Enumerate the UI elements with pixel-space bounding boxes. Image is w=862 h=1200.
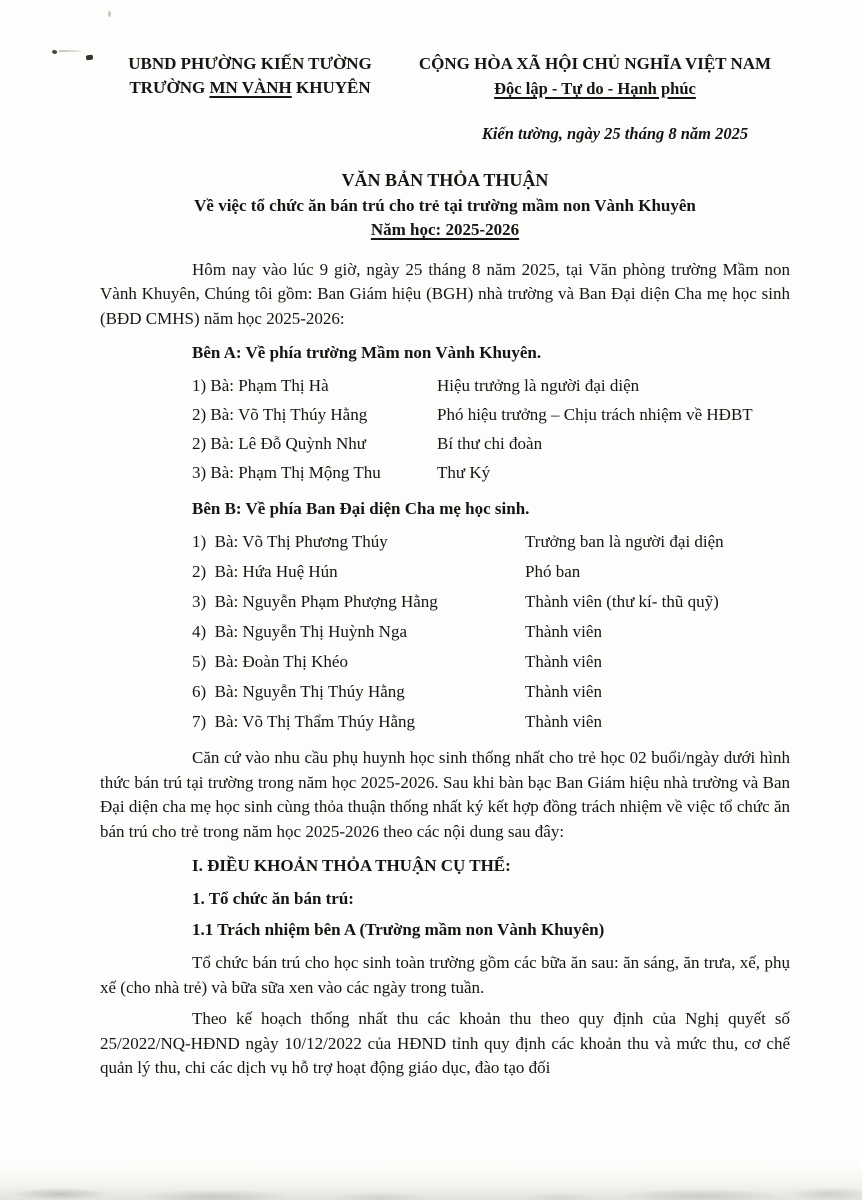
document-header	[100, 52, 790, 101]
member-role: Phó ban	[525, 562, 581, 581]
member-fullname: Bà: Nguyễn Phạm Phượng Hằng	[214, 592, 438, 611]
member-number: 4)	[192, 622, 207, 641]
member-name	[192, 617, 525, 647]
party-a-heading: Bên A: Về phía trường Mầm non Vành Khuyên.	[192, 343, 542, 362]
member-role: Hiệu trưởng là người đại diện	[437, 376, 640, 395]
member-name	[192, 429, 437, 458]
member-name	[192, 458, 437, 487]
school-year: Năm học: 2025-2026	[370, 220, 520, 239]
member-role: Thành viên (thư kí- thũ quỹ)	[525, 592, 719, 611]
member-fullname: Bà: Nguyễn Thị Huỳnh Nga	[214, 622, 408, 641]
document-title: VĂN BẢN THỎA THUẬN	[341, 170, 549, 190]
member-row	[100, 707, 790, 737]
national-header	[400, 52, 790, 101]
agreement-paragraph: Căn cứ vào nhu cầu phụ huynh học sinh thống nhất cho trẻ học 02 buổi/ngày dưới hình thức bán trú tại trường trong năm học 2025-2026. Sau khi bàn bạc Ban Giám hiệu nhà trường và Ban Đại diện cha mẹ học sinh cùng thỏa thuận thống nhất ký kết hợp đồng trách nhiệm về việc tổ chức ăn bán trú cho trẻ trong năm học 2025-2026 theo các nội dung sau đây:	[100, 748, 790, 841]
member-number: 3)	[192, 592, 207, 611]
member-row	[100, 617, 790, 647]
responsibility-paragraph-2: Theo kế hoạch thống nhất thu các khoản thu theo quy định của Nghị quyết số 25/2022/NQ-HĐND ngày 10/12/2022 của HĐND tỉnh quy định các khoản thu và mức thu, cơ chế quản lý thu, chi các dịch vụ hỗ trợ hoạt động giáo dục, đào tạo đối	[100, 1009, 790, 1077]
member-number: 7)	[192, 712, 207, 731]
document-title-block	[100, 169, 790, 242]
member-number: 5)	[192, 652, 207, 671]
org-line-2	[100, 76, 400, 100]
org-line-1: UBND PHƯỜNG KIẾN TƯỜNG	[128, 54, 372, 73]
member-fullname: Bà: Phạm Thị Hà	[210, 376, 329, 395]
subsection-1-heading: 1. Tổ chức ăn bán trú:	[192, 889, 354, 908]
org-line-2-underlined: MN VÀNH	[209, 78, 292, 97]
party-b-heading: Bên B: Về phía Ban Đại diện Cha mẹ học sinh.	[192, 499, 530, 518]
subsection-1-1-heading: 1.1 Trách nhiệm bên A (Trường mầm non Vành Khuyên)	[192, 920, 605, 939]
pen-mark-dash	[59, 50, 81, 52]
intro-paragraph: Hôm nay vào lúc 9 giờ, ngày 25 tháng 8 năm 2025, tại Văn phòng trường Mầm non Vành Khuyên, Chúng tôi gồm: Ban Giám hiệu (BGH) nhà trường và Ban Đại diện Cha mẹ học sinh (BĐD CMHS) năm học 2025-2026:	[100, 259, 790, 328]
party-a-member-list	[100, 371, 790, 487]
member-name	[192, 371, 437, 400]
member-role: Bí thư chi đoàn	[437, 434, 543, 453]
member-fullname: Bà: Lê Đỗ Quỳnh Như	[210, 434, 367, 453]
member-number: 2)	[192, 562, 207, 581]
pen-mark-dot	[86, 55, 94, 61]
member-name	[192, 527, 525, 557]
issuing-organization	[100, 52, 400, 101]
member-name	[192, 677, 525, 707]
member-role: Thư Ký	[437, 463, 491, 482]
member-fullname: Bà: Võ Thị Phương Thúy	[214, 532, 388, 551]
section-1-heading: I. ĐIỀU KHOẢN THỎA THUẬN CỤ THỂ:	[192, 856, 511, 875]
org-line-2-prefix: TRƯỜNG	[129, 78, 210, 97]
member-name	[192, 400, 437, 429]
member-name	[192, 587, 525, 617]
member-name	[192, 707, 525, 737]
member-role: Thành viên	[525, 682, 602, 701]
scanner-edge-shadow	[0, 1164, 862, 1200]
member-row	[100, 458, 790, 487]
member-role: Thành viên	[525, 712, 602, 731]
member-number: 2)	[192, 434, 207, 453]
member-row	[100, 677, 790, 707]
member-name	[192, 647, 525, 677]
member-number: 1)	[192, 376, 207, 395]
member-number: 6)	[192, 682, 207, 701]
member-role: Thành viên	[525, 652, 602, 671]
document-content	[100, 0, 790, 1081]
member-fullname: Bà: Võ Thị Thúy Hằng	[210, 405, 368, 424]
member-role: Trưởng ban là người đại diện	[525, 532, 724, 551]
national-motto: Độc lập - Tự do - Hạnh phúc	[494, 79, 696, 98]
member-fullname: Bà: Phạm Thị Mộng Thu	[210, 463, 381, 482]
document-subtitle: Về việc tổ chức ăn bán trú cho trẻ tại trường mầm non Vành Khuyên	[194, 195, 696, 215]
pen-mark-dot	[52, 49, 58, 54]
responsibility-paragraph-1: Tổ chức bán trú cho học sinh toàn trường gồm các bữa ăn sau: ăn sáng, ăn trưa, xế, phụ xế (cho nhà trẻ) và bữa sữa xen vào các ngày trong tuần.	[100, 953, 790, 997]
place-date-line: Kiến tường, ngày 25 tháng 8 năm 2025	[481, 124, 749, 143]
national-title: CỘNG HÒA XÃ HỘI CHỦ NGHĨA VIỆT NAM	[418, 54, 772, 73]
member-number: 2)	[192, 405, 207, 424]
member-row	[100, 647, 790, 677]
member-row	[100, 587, 790, 617]
member-fullname: Bà: Đoàn Thị Khéo	[214, 652, 348, 671]
member-role: Phó hiệu trưởng – Chịu trách nhiệm về HĐBT	[437, 405, 753, 424]
member-fullname: Bà: Nguyễn Thị Thúy Hằng	[214, 682, 405, 701]
member-fullname: Bà: Hứa Huệ Hún	[214, 562, 338, 581]
member-name	[192, 557, 525, 587]
member-number: 1)	[192, 532, 207, 551]
member-number: 3)	[192, 463, 207, 482]
member-row	[100, 557, 790, 587]
member-fullname: Bà: Võ Thị Thẩm Thúy Hằng	[214, 712, 416, 731]
member-row	[100, 400, 790, 429]
member-row	[100, 527, 790, 557]
member-row	[100, 371, 790, 400]
org-line-2-suffix: KHUYÊN	[291, 78, 371, 97]
member-role: Thành viên	[525, 622, 602, 641]
party-b-member-list	[100, 527, 790, 737]
member-row	[100, 429, 790, 458]
